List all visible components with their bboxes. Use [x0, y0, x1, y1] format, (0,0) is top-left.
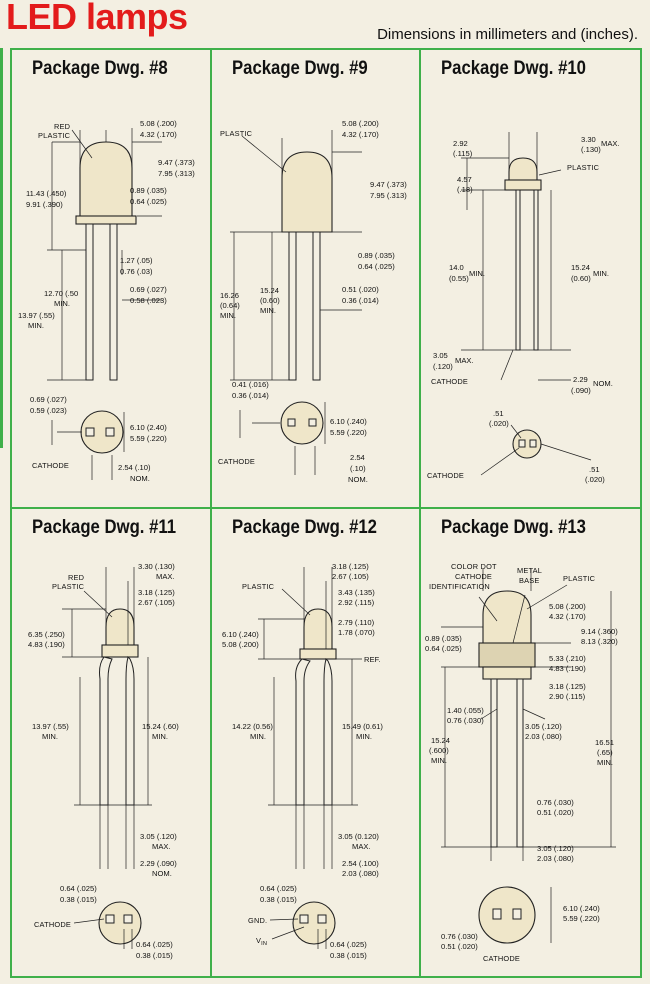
dwg-10-drawing [421, 50, 640, 507]
dim-text: 7.95 (.313) [370, 191, 407, 200]
dim-text: 2.54 (.10) [118, 463, 151, 472]
dim-text: (.115) [453, 149, 473, 158]
dim-text: MAX. [601, 139, 620, 148]
dwg-11-drawing [12, 509, 210, 978]
dim-text: 16.51 [595, 738, 615, 747]
dim-text: 0.89 (.035) [425, 634, 462, 643]
dim-text: 5.08 (.200) [342, 119, 379, 128]
dim-text: MIN. [28, 321, 45, 330]
dim-text: 7.95 (.313) [158, 169, 195, 178]
dim-text: 3.30 [581, 135, 596, 144]
dim-text: (0.64) [220, 301, 240, 310]
lead-left [296, 659, 310, 805]
dim-text: 3.05 (0.120) [338, 832, 379, 841]
package-dwg-11 [12, 509, 210, 978]
label-cathode-bottom: CATHODE [427, 471, 464, 480]
dim-text: 2.54 (.100) [342, 859, 379, 868]
label-plastic: PLASTIC [220, 129, 253, 138]
package-dwg-10 [421, 50, 640, 507]
dim-text: 0.89 (.035) [130, 186, 167, 195]
dim-text: (.65) [597, 748, 613, 757]
dim-text: 13.97 (.55) [32, 722, 69, 731]
dim-text: NOM. [130, 474, 150, 483]
dim-text: 11.43 (.450) [26, 189, 67, 198]
led-base [505, 180, 541, 190]
dim-text: 3.05 [433, 351, 448, 360]
dim-text: (0.60) [571, 274, 591, 283]
dim-text: 0.38 (.015) [136, 951, 173, 960]
page-subtitle: Dimensions in millimeters and (inches). [377, 26, 638, 43]
dim-text: 6.35 (.250) [28, 630, 65, 639]
dim-text: 4.83 (.190) [549, 664, 586, 673]
dim-text: MIN. [260, 306, 277, 315]
dim-text: 0.64 (.025) [136, 940, 173, 949]
dim-text: 4.32 (.170) [549, 612, 586, 621]
dim-text: 3.18 (.125) [332, 562, 369, 571]
dim-text: 1.40 (.055) [447, 706, 484, 715]
dwg-title: Package Dwg. #11 [32, 517, 177, 538]
dim-text: 3.05 (.120) [525, 722, 562, 731]
dim-text: 3.43 (.135) [338, 588, 375, 597]
dim-text: 0.41 (.016) [232, 380, 269, 389]
dim-text: 5.08 (.200) [549, 602, 586, 611]
led-bottom-view [99, 902, 141, 944]
dim-text: MIN. [42, 732, 59, 741]
dim-text: 0.51 (.020) [537, 808, 574, 817]
dim-text: MIN. [250, 732, 267, 741]
dim-text: 0.76 (.030) [441, 932, 478, 941]
dim-text: 0.64 (.025) [425, 644, 462, 653]
dim-text: .51 [589, 465, 600, 474]
dwg-title: Package Dwg. #8 [32, 58, 168, 79]
dim-text: NOM. [348, 475, 368, 484]
label-cathode: CATHODE [431, 377, 468, 386]
dim-text: 0.58 (.023) [130, 296, 167, 305]
dim-text: 0.64 (.025) [260, 884, 297, 893]
dim-text: 0.76 (.03) [120, 267, 153, 276]
dim-text: MAX. [152, 842, 171, 851]
label-plastic: PLASTIC [567, 163, 600, 172]
dim-text: 5.08 (.200) [140, 119, 177, 128]
dwg-title: Package Dwg. #10 [441, 58, 586, 79]
dim-text: MIN. [220, 311, 237, 320]
dim-text: 0.51 (.020) [441, 942, 478, 951]
lead-right [126, 657, 134, 805]
package-dwg-9 [212, 50, 419, 507]
dim-text: 4.83 (.190) [28, 640, 65, 649]
dwg-12-drawing [212, 509, 419, 978]
left-rule [0, 48, 3, 448]
page-title: LED lamps [6, 0, 188, 37]
lead-right [517, 679, 523, 847]
dim-text: 3.05 (.120) [140, 832, 177, 841]
label-cathode: CATHODE [32, 461, 69, 470]
dim-text: MAX. [455, 356, 474, 365]
dim-text: 2.03 (.080) [525, 732, 562, 741]
led-lens [509, 158, 537, 180]
led-lens [80, 142, 132, 218]
dim-text: 15.49 (0.61) [342, 722, 383, 731]
dim-text: 2.79 (.110) [338, 618, 375, 627]
dim-text: 8.13 (.320) [581, 637, 618, 646]
dim-text: 2.03 (.080) [342, 869, 379, 878]
dim-text: MIN. [54, 299, 71, 308]
label-color-dot: IDENTIFICATION [429, 582, 490, 591]
dim-text: NOM. [152, 869, 172, 878]
dim-text: 0.76 (.030) [447, 716, 484, 725]
label-gnd: GND. [248, 916, 268, 925]
dim-text: 9.91 (.390) [26, 200, 63, 209]
led-lower-body [483, 667, 531, 679]
label-plastic: PLASTIC [563, 574, 596, 583]
dim-text: 2.29 [573, 375, 588, 384]
dim-text: 0.38 (.015) [60, 895, 97, 904]
dim-text: 2.67 (.105) [138, 598, 175, 607]
dim-text: 3.18 (.125) [138, 588, 175, 597]
dim-text: 0.89 (.035) [358, 251, 395, 260]
dim-text: (.090) [571, 386, 591, 395]
label-metal: BASE [519, 576, 540, 585]
dim-text: 0.64 (.025) [330, 940, 367, 949]
label-red: RED [54, 122, 71, 131]
dim-text: MIN. [356, 732, 373, 741]
dim-text: 15.24 [571, 263, 591, 272]
lead-right [110, 224, 117, 380]
dwg-9-drawing [212, 50, 419, 507]
lead-left [86, 224, 93, 380]
dim-text: 5.59 (.220) [330, 428, 367, 437]
dim-text: 2.29 (.090) [140, 859, 177, 868]
label-cathode: CATHODE [483, 954, 520, 963]
dim-text: 4.32 (.170) [342, 130, 379, 139]
lead-left [289, 232, 296, 380]
dim-text: MIN. [469, 269, 486, 278]
led-lens [282, 152, 332, 232]
dim-text: MAX. [156, 572, 175, 581]
dim-text: MIN. [593, 269, 610, 278]
dim-text: 2.92 (.115) [338, 598, 375, 607]
dim-text: 0.38 (.015) [260, 895, 297, 904]
dim-text: (.600) [429, 746, 449, 755]
led-bottom-view [479, 887, 535, 943]
lead-left [100, 657, 113, 805]
dim-text: 0.76 (.030) [537, 798, 574, 807]
dim-text: 0.36 (.014) [342, 296, 379, 305]
dwg-title: Package Dwg. #13 [441, 517, 586, 538]
led-bottom-view [281, 402, 323, 444]
dim-text: .51 [493, 409, 504, 418]
dim-text: 13.97 (.55) [18, 311, 55, 320]
dim-text: 2.54 [350, 453, 365, 462]
dwg-title: Package Dwg. #9 [232, 58, 368, 79]
led-flange [300, 649, 336, 659]
dim-text: 16.26 [220, 291, 240, 300]
led-metal-base [479, 643, 535, 667]
dwg-13-drawing [421, 509, 640, 978]
dim-text: 2.90 (.115) [549, 692, 586, 701]
dim-text: 1.78 (.070) [338, 628, 375, 637]
label-color-dot: COLOR DOT [451, 562, 497, 571]
dim-text: 0.64 (.025) [130, 197, 167, 206]
dim-text: 4.32 (.170) [140, 130, 177, 139]
label-plastic: PLASTIC [242, 582, 275, 591]
dim-text: (.020) [489, 419, 509, 428]
dim-text: 2.92 [453, 139, 468, 148]
dim-text: 9.47 (.373) [370, 180, 407, 189]
dim-text: 0.64 (.025) [358, 262, 395, 271]
lead-right [324, 659, 332, 805]
dim-text: 2.03 (.080) [537, 854, 574, 863]
led-bottom-view [513, 430, 541, 458]
dim-text: 5.59 (.220) [563, 914, 600, 923]
dim-text: 14.0 [449, 263, 464, 272]
dim-text: (.10) [350, 464, 366, 473]
dim-text: 15.24 [431, 736, 451, 745]
led-bottom-view [293, 902, 335, 944]
label-metal: METAL [517, 566, 543, 575]
dim-text: 0.64 (.025) [60, 884, 97, 893]
dim-text: MIN. [152, 732, 169, 741]
dim-text: 0.36 (.014) [232, 391, 269, 400]
dim-text: 1.27 (.05) [120, 256, 153, 265]
lead-right [534, 190, 538, 350]
lead-left [516, 190, 520, 350]
dim-text: 0.59 (.023) [30, 406, 67, 415]
label-ref: REF. [364, 655, 381, 664]
label-cathode: CATHODE [218, 457, 255, 466]
dim-text: 5.33 (.210) [549, 654, 586, 663]
dim-text: 15.24 (.60) [142, 722, 179, 731]
dim-text: 0.69 (.027) [130, 285, 167, 294]
dim-text: 0.51 (.020) [342, 285, 379, 294]
dim-text: MAX. [352, 842, 371, 851]
dim-text: 5.08 (.200) [222, 640, 259, 649]
dim-text: 14.22 (0.56) [232, 722, 273, 731]
led-lens [304, 609, 332, 649]
dim-text: 3.18 (.125) [549, 682, 586, 691]
dim-text: 6.10 (.240) [222, 630, 259, 639]
dim-text: MIN. [431, 756, 448, 765]
label-red: RED [68, 573, 85, 582]
label-plastic: PLASTIC [38, 131, 71, 140]
package-dwg-8 [12, 50, 210, 507]
dim-text: (0.55) [449, 274, 469, 283]
dim-text: (.120) [433, 362, 453, 371]
dim-text: (.020) [585, 475, 605, 484]
dim-text: 0.69 (.027) [30, 395, 67, 404]
dim-text: 9.47 (.373) [158, 158, 195, 167]
dim-text: NOM. [593, 379, 613, 388]
led-flange [102, 645, 138, 657]
dim-text: 3.30 (.130) [138, 562, 175, 571]
dim-text: 3.05 (.120) [537, 844, 574, 853]
dim-text: (.130) [581, 145, 601, 154]
dim-text: 12.70 (.50 [44, 289, 79, 298]
dim-text: 6.10 (.240) [563, 904, 600, 913]
dwg-8-drawing [12, 50, 210, 507]
dim-text: 2.67 (.105) [332, 572, 369, 581]
lead-right [313, 232, 320, 380]
dwg-title: Package Dwg. #12 [232, 517, 377, 538]
dim-text: MIN. [597, 758, 614, 767]
label-color-dot: CATHODE [455, 572, 492, 581]
dim-text: (0.60) [260, 296, 280, 305]
label-vin: $V_{IN}$ [256, 936, 268, 947]
dim-text: 15.24 [260, 286, 280, 295]
led-lens [106, 609, 134, 645]
label-cathode: CATHODE [34, 920, 71, 929]
package-dwg-12 [212, 509, 419, 978]
dim-text: 9.14 (.360) [581, 627, 618, 636]
dim-text: 0.38 (.015) [330, 951, 367, 960]
dim-text: 6.10 (2.40) [130, 423, 167, 432]
lead-left [491, 679, 497, 847]
package-dwg-13 [421, 509, 640, 978]
dim-text: 6.10 (.240) [330, 417, 367, 426]
dim-text: (.18) [457, 185, 473, 194]
dim-text: 4.57 [457, 175, 472, 184]
label-plastic: PLASTIC [52, 582, 85, 591]
dim-text: 5.59 (.220) [130, 434, 167, 443]
led-flange [76, 216, 136, 224]
